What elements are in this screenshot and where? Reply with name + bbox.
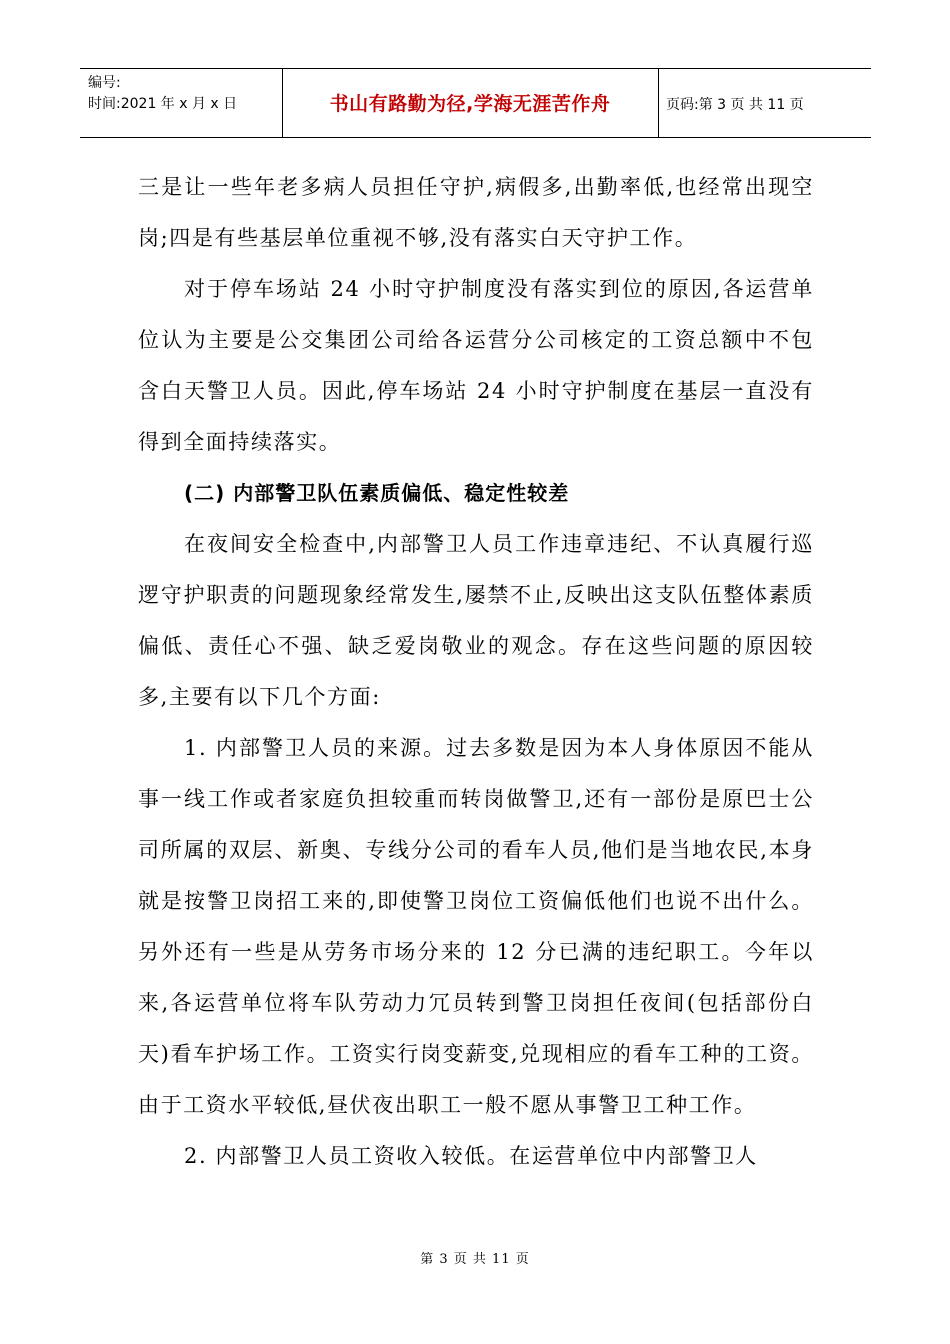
header-meta	[88, 73, 278, 115]
header-motto: 书山有路勤为径,学海无涯苦作舟	[329, 93, 611, 115]
number-label: 编号:	[88, 75, 121, 91]
paragraph: 三是让一些年老多病人员担任守护,病假多,出勤率低,也经常出现空岗;四是有些基层单位重视不够,没有落实白天守护工作。	[138, 175, 814, 250]
paragraph: 1. 内部警卫人员的来源。过去多数是因为本人身体原因不能从事一线工作或者家庭负担较重而转岗做警卫,还有一部份是原巴士公司所属的双层、新奥、专线分公司的看车人员,他们是当地农民,本身就是按警卫岗招工来的,即使警卫岗位工资偏低他们也说不出什么。另外还有一些是从劳务市场分来的 12 分已满的违纪职工。今年以来,各运营单位将车队劳动力冗员转到警卫岗担任夜间(包括部份白天)看车护场工作。工资实行岗变薪变,兑现相应的看车工种的工资。由于工资水平较低,昼伏夜出职工一般不愿从事警卫工种工作。	[138, 736, 814, 1117]
paragraph: 对于停车场站 24 小时守护制度没有落实到位的原因,各运营单位认为主要是公交集团公司给各运营分公司核定的工资总额中不包含白天警卫人员。因此,停车场站 24 小时守护制度在基层一直没有得到全面持续落实。	[138, 277, 814, 454]
header-divider	[658, 69, 659, 137]
page-footer: 第 3 页 共 11 页	[420, 1252, 530, 1267]
document-body	[138, 162, 814, 1182]
paragraph: 2. 内部警卫人员工资收入较低。在运营单位中内部警卫人	[184, 1144, 758, 1168]
paragraph: 在夜间安全检查中,内部警卫人员工作违章违纪、不认真履行巡逻守护职责的问题现象经常发生,屡禁不止,反映出这支队伍整体素质偏低、责任心不强、缺乏爱岗敬业的观念。存在这些问题的原因较多,主要有以下几个方面:	[138, 532, 814, 709]
page-header	[80, 68, 871, 138]
time-label: 时间:2021 年 x 月 x 日	[88, 96, 238, 112]
section-heading: (二) 内部警卫队伍素质偏低、稳定性较差	[184, 481, 570, 505]
header-page-label: 页码:第 3 页 共 11 页	[666, 97, 804, 113]
